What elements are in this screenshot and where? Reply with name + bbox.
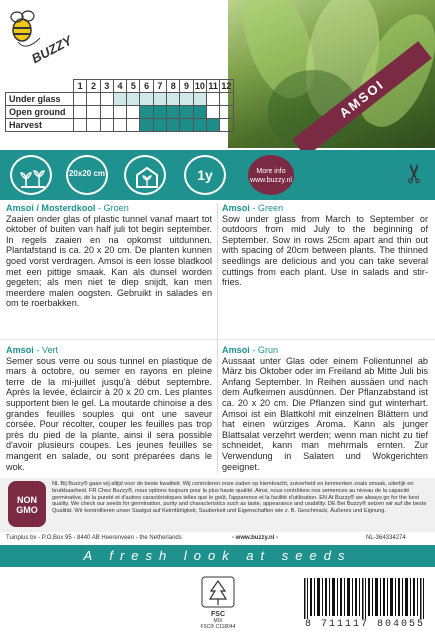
website-link[interactable]: - www.buzzy.nl - [232,535,278,541]
calendar-cell [206,119,219,132]
month-cell: 1 [74,80,87,93]
logo-text: BUZZY [29,32,75,67]
calendar-cell [180,106,193,119]
life-cycle-label: 1y [197,167,213,183]
fsc-logo [197,575,239,631]
month-cell: 2 [87,80,100,93]
calendar-cell [113,119,126,132]
color-de: - Grun [252,345,279,355]
fsc-code: FSC® C118044 [200,624,236,630]
color-fr: - Vert [36,345,59,355]
title-nl: Amsoi / Mosterdkool [6,203,96,213]
calendar-cell [100,93,113,106]
calendar-row-open-ground [6,106,234,119]
more-info-url[interactable]: www.buzzy.nl [250,177,292,184]
month-cell: 9 [180,80,193,93]
calendar-cell [74,119,87,132]
calendar-cell [140,93,153,106]
barcode [300,578,430,630]
badge-bottom: GMO [16,505,38,515]
calendar-cell [180,93,193,106]
calendar-cell [74,106,87,119]
title-fr: Amsoi [6,345,34,355]
calendar-cell [127,93,140,106]
row-label: Open ground [6,106,74,119]
badge-top: NON [17,495,37,505]
variety-ribbon: AMSOI [292,41,432,157]
calendar-cell [87,106,100,119]
quality-text: NL Bij Buzzy® gaan wij altijd voor de beste kwaliteit. Wij controleren onze zaden op kiemkracht, zuiverheid en kenmerken zoals smaak, uiterlijk en bruikbaarheid. FR Chez Buzzy®, nous options toujours pour la plus haute qualité. Ainsi, nous contrôlons nos semences au niveau de la capacité germinative, de la pureté et d'autres caractéristiques telles que le goût, l'apparence et la facilité d'utilisation. EN At Buzzy® we always go for the best quality. We check our seeds for germination, purity and characteristics such as taste, appearance and usability. DE Bei Buzzy® setzen wir auf die beste Qualität. Wir kontrollieren unser Saatgut auf Keimfähigkeit, Sauberkeit und Eigenschaften wie z. B. Geschmack, Äußeres und Eignung. [52,481,427,515]
color-nl: - Groen [97,203,129,213]
calendar-cell [180,119,193,132]
calendar-cell [220,93,233,106]
buzzy-logo [6,8,80,72]
barcode-number: 8 711117 804055 [300,619,430,630]
description-nl [6,203,212,309]
calendar-cell [140,119,153,132]
text-en: Sow under glass from March to September or outdoors from mid July to the beginning of September. Sow in rows 25cm apart and thin out with spacing of 20cm between plants. The thinned seedlings are delicious and you can take several cuttings from each plant. Use in salads and stir-fries. [222,213,428,288]
row-label: Harvest [6,119,74,132]
address: Tuinplus bv - P.O.Box 95 - 8440 AB Heerenveen - the Netherlands [6,535,182,541]
month-cell: 4 [113,80,126,93]
icon-strip [0,150,435,200]
fsc-sub: MIX [213,618,223,624]
address-line [0,532,435,544]
text-de: Aussaat unter Glas oder einem Folientunnel ab März bis Oktober oder im Freiland ab Mitte Juli bis Anfang September. In Reihen aussäen und nach dem Aufkeimen ausdünnen. Der Pflanzabstand ist ca. 20 x 20 cm. Die Pflanzen sind gut winterhart. Amsoi ist ein Blattkohl mit einzelnen Blättern und hat einen würziges Aroma. Kann als junger Blattsalat verzehrt werden; wenn man nicht zu tief schneidet, kann man mehrmals ernten. Zur Verwendung in Salaten und Wokgerichten geeignet. [222,355,428,472]
title-en: Amsoi [222,203,250,213]
tagline: A fresh look at seeds [0,545,435,567]
calendar-cell [167,106,180,119]
quality-section [0,478,435,532]
description-en [222,203,428,288]
calendar-cell [153,106,166,119]
month-cell: 11 [208,81,218,91]
calendar-cell [100,106,113,119]
calendar-cell [113,106,126,119]
month-cell: 3 [100,80,113,93]
text-fr: Semer sous verre ou sous tunnel en plastique de mars à octobre, ou semer en rayons en pleine terre de la mi-juillet jusqu'à début septembre. Après la levée, éclaircir à 20 x 20 cm. Les plantes supportent bien le gel. La moutarde chinoise a des grandes feuilles souples qui ont une saveur corsée. Pour récolter, couper les feuilles pas trop près du pied de la plante, ainsi il sera possible d'avoir plusieurs coupes. Les jeunes feuilles se mangent en salade, ou sont préparées dans le wok. [6,355,212,472]
month-cell: 6 [140,80,153,93]
calendar-cell [167,119,180,132]
month-cell: 5 [127,80,140,93]
calendar-cell [193,93,206,106]
calendar-row-under-glass [6,93,234,106]
calendar-cell [87,119,100,132]
calendar-cell [153,119,166,132]
title-de: Amsoi [222,345,250,355]
description-fr [6,345,212,472]
calendar-row-harvest [6,119,234,132]
month-cell: 7 [153,80,166,93]
non-gmo-badge [8,481,46,527]
color-en: - Green [252,203,284,213]
calendar-cell [74,93,87,106]
header-area [0,0,435,150]
calendar-cell [113,93,126,106]
annual-icon [184,155,226,195]
sowing-icon [10,155,52,195]
calendar-cell [153,93,166,106]
calendar-cell [127,106,140,119]
spacing-icon [66,155,108,195]
calendar-cell [87,93,100,106]
calendar-cell [206,106,219,119]
text-nl: Zaaien onder glas of plastic tunnel vanaf maart tot oktober of buiten van half juli tot begin september. In regels zaaien en na opkomst uitdunnen. Plantafstand is ca. 20 x 20 cm. De planten kunnen goed vorst verdragen. Amsoi is een losse bladkool met een pittige smaak. Kan als dunsel worden gegeten; als men niet te diep snijdt, kan men meerdere malen oogsten. Gebruikt in salades en om te roerbakken. [6,213,212,309]
column-divider [217,203,218,473]
description-de [222,345,428,472]
month-cell: 12 [221,81,232,91]
spacing-label: 20x20 cm [68,169,106,178]
calendar-cell [206,93,219,106]
calendar-header-row [6,80,234,93]
month-cell: 10 [194,81,205,91]
more-info-badge[interactable] [248,155,294,195]
more-info-label: More info [256,168,286,175]
product-code: NL-364334274 [366,535,406,541]
greenhouse-icon [124,155,166,195]
calendar-cell [167,93,180,106]
fsc-label: FSC [211,611,225,618]
calendar-cell [220,119,233,132]
calendar-cell [193,119,206,132]
calendar-cell [127,119,140,132]
scissors-icon: ✂ [399,162,430,185]
calendar-cell [140,106,153,119]
barcode-bars [300,578,430,622]
calendar-cell [193,106,206,119]
sowing-calendar [5,79,234,132]
row-label: Under glass [6,93,74,106]
calendar-cell [220,106,233,119]
month-cell: 8 [167,80,180,93]
calendar-cell [100,119,113,132]
